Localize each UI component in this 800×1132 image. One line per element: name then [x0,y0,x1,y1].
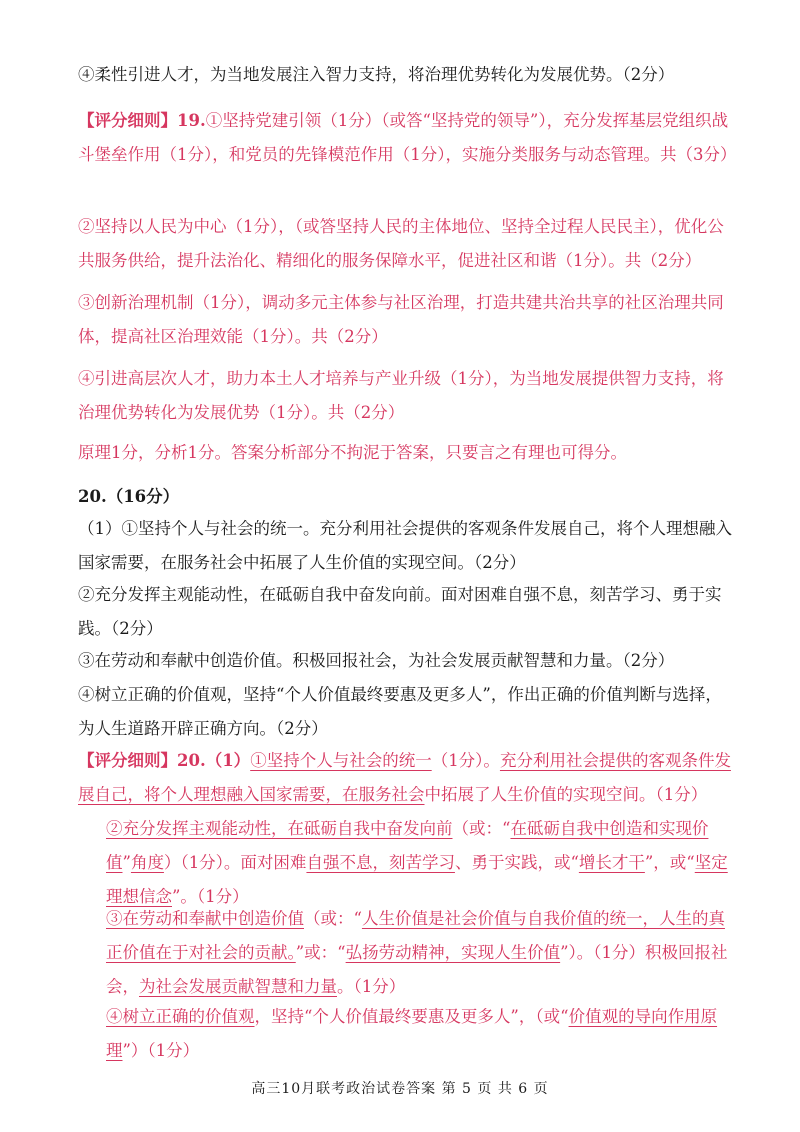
rubric-text: ①坚持党建引领（1分）（或答“坚持党的领导”），充分发挥基层党组织战斗堡垒作用（1分），和党员的先锋模范作用（1分），实施分类服务与动态管理。共（3分） [78,111,737,164]
underlined-key-point: 坚定理想信念 [106,853,728,906]
rubric-text: ，坚持“个人价值最终要惠及更多人”，（或“ [254,1007,569,1026]
q20-answer-1: （1）①坚持个人与社会的统一。充分利用社会提供的客观条件发展自己，将个人理想融入国家需要，在服务社会中拓展了人生价值的实现空间。（2分） [78,519,732,572]
rubric-text: ”，或“ [644,853,695,872]
q20-answer-2: ②充分发挥主观能动性，在砥砺自我中奋发向前。面对困难自强不息，刻苦学习、勇于实践。（2分） [78,585,722,638]
underlined-key-point: 为社会发展贡献智慧和力量 [139,977,337,996]
underlined-key-point: ③在劳动和奉献中创造价值 [106,909,304,928]
rubric-text: （或：“ [304,909,362,928]
page-footer: 高三10月联考政治试卷答案 第 5 页 共 6 页 [251,1081,549,1097]
q19-rubric-item-2: ②坚持以人民为中心（1分），（或答坚持人民的主体地位、坚持全过程人民民主），优化公共服务供给，提升法治化、精细化的服务保障水平，促进社区和谐（1分）。共（2分） [78,217,724,270]
rubric-text: ）（1分）。面对困难 [163,853,307,872]
rubric-text: ”）。（1分）积极回报社会， [106,943,728,996]
underlined-key-point: 自强不息，刻苦学习 [306,853,455,872]
q20-rubric-item-1 [78,744,738,812]
rubric-text: 。（1分） [337,977,406,996]
q19-rubric-item-1 [78,104,738,172]
rubric-text: ”或：“ [295,943,346,962]
q19-rubric-note: 原理1分，分析1分。答案分析部分不拘泥于答案，只要言之有理也可得分。 [78,443,627,462]
rubric-text: 、勇于实践，或“ [454,853,579,872]
q20-rubric-item-3 [78,902,738,1004]
underlined-key-point: ②充分发挥主观能动性，在砥砺自我中奋发向前 [106,819,453,838]
q19-answer-point-4: ④柔性引进人才，为当地发展注入智力支持，将治理优势转化为发展优势。（2分） [78,65,675,84]
underlined-key-point: 弘扬劳动精神，实现人生价值 [345,943,561,962]
q19-rubric-item-4: ④引进高层次人才，助力本土人才培养与产业升级（1分），为当地发展提供智力支持，将治理优势转化为发展优势（1分）。共（2分） [78,369,724,422]
rubric-prefix: 20.（1） [177,751,251,770]
underlined-key-point: ④树立正确的价值观 [106,1007,255,1026]
rubric-text: ” [122,853,131,872]
underlined-key-point: 角度 [130,853,164,872]
rubric-text: ”。（1分） [172,887,249,906]
underlined-key-point: 价值观的导向作用原理 [106,1007,718,1060]
question-number: 19. [177,111,206,130]
underlined-key-point: 充分利用社会提供的客观条件发展自己，将个人理想融入国家需要，在服务社会 [78,751,731,804]
rubric-label: 【评分细则】 [78,751,177,770]
rubric-label: 【评分细则】 [78,111,177,130]
q20-rubric-item-4 [78,1000,738,1068]
underlined-key-point: ①坚持个人与社会的统一 [250,751,432,770]
underlined-key-point: 增长才干 [578,853,645,872]
q20-rubric-item-2 [78,812,738,914]
q20-answer-3: ③在劳动和奉献中创造价值。积极回报社会，为社会发展贡献智慧和力量。（2分） [78,651,675,670]
rubric-text: ”）（1分） [122,1041,200,1060]
q19-rubric-item-3: ③创新治理机制（1分），调动多元主体参与社区治理，打造共建共治共享的社区治理共同体，提高社区治理效能（1分）。共（2分） [78,293,724,346]
rubric-text: （1分）。 [431,751,500,770]
underlined-key-point: 在砥砺自我中创造和实现价值 [106,819,709,872]
rubric-text: （或：“ [452,819,511,838]
rubric-text: 中拓展了人生价值的实现空间。（1分） [424,785,708,804]
underlined-key-point: 人生价值是社会价值与自我价值的统一，人生的真正价值在于对社会的贡献。 [106,909,725,962]
q20-heading: 20.（16分） [78,487,180,506]
q20-answer-4: ④树立正确的价值观，坚持“个人价值最终要惠及更多人”，作出正确的价值判断与选择，为人生道路开辟正确方向。（2分） [78,685,722,738]
